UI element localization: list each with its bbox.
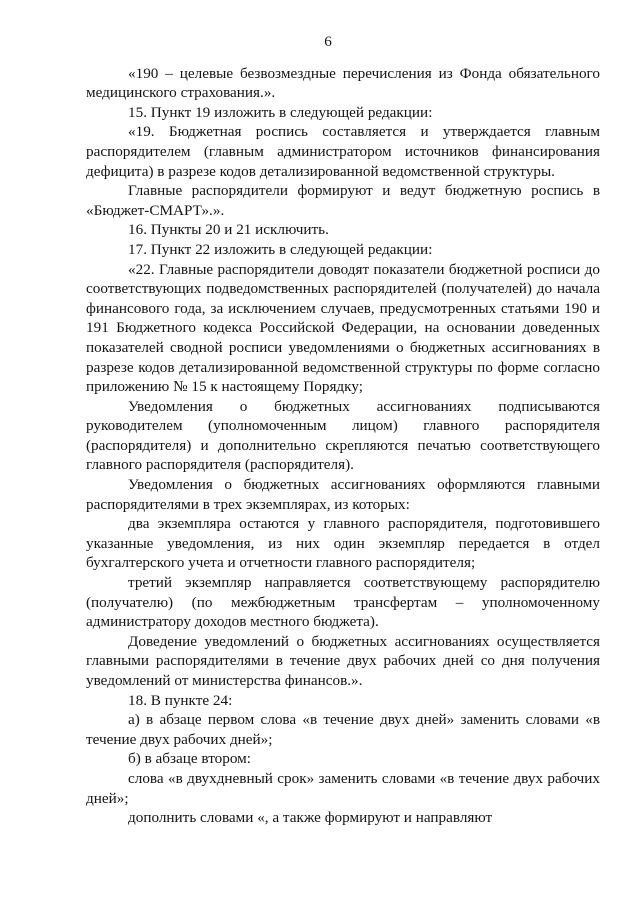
paragraph: «190 – целевые безвозмездные перечисления из Фонда обязательного медицинского страхования.». <box>86 64 600 102</box>
paragraph: «22. Главные распорядители доводят показатели бюджетной росписи до соответствующих подведомственных распорядителей (получателей) до начала финансового года, за исключением случаев, предусмотренных статьями 190 и 191 Бюджетного кодекса Российской Федерации, на основании доведенных показателей сводной росписи уведомлениями о бюджетных ассигнованиях в разрезе кодов детализированной ведомственной структуры по форме согласно приложению № 15 к настоящему Порядку; <box>86 260 600 396</box>
paragraph: слова «в двухдневный срок» заменить словами «в течение двух рабочих дней»; <box>86 769 600 807</box>
paragraph: Уведомления о бюджетных ассигнованиях подписываются руководителем (уполномоченным лицом) главного распорядителя (распорядителя) и дополнительно скрепляются печатью соответствующего главного распорядителя (распорядителя). <box>86 397 600 474</box>
paragraph: Доведение уведомлений о бюджетных ассигнованиях осуществляется главными распорядителями в течение двух рабочих дней со дня получения уведомлений от министерства финансов.». <box>86 632 600 689</box>
paragraph: Главные распорядители формируют и ведут бюджетную роспись в «Бюджет-СМАРТ».». <box>86 182 600 219</box>
paragraph: «19. Бюджетная роспись составляется и утверждается главным распорядителем (главным администратором источников финансирования дефицита) в разрезе кодов детализированной ведомственной структуры. <box>86 123 600 180</box>
paragraph: 17. Пункт 22 изложить в следующей редакции: <box>128 240 433 258</box>
paragraph: 15. Пункт 19 изложить в следующей редакции: <box>128 103 433 121</box>
paragraph: дополнить словами «, а также формируют и направляют <box>128 809 493 827</box>
page-number: 6 <box>324 33 332 50</box>
paragraph: два экземпляра остаются у главного распорядителя, подготовившего указанные уведомления, из них один экземпляр передается в отдел бухгалтерского учета и отчетности главного распорядителя; <box>86 515 600 572</box>
paragraph: б) в абзаце втором: <box>128 750 251 768</box>
paragraph: 16. Пункты 20 и 21 исключить. <box>128 221 329 239</box>
paragraph: а) в абзаце первом слова «в течение двух дней» заменить словами «в течение двух рабочих дней»; <box>86 711 600 748</box>
paragraph: третий экземпляр направляется соответствующему распорядителю (получателю) (по межбюджетным трансфертам – уполномоченному администратору доходов местного бюджета). <box>86 574 600 631</box>
paragraph: Уведомления о бюджетных ассигнованиях оформляются главными распорядителями в трех экземплярах, из которых: <box>86 476 600 513</box>
paragraph: 18. В пункте 24: <box>128 691 233 709</box>
